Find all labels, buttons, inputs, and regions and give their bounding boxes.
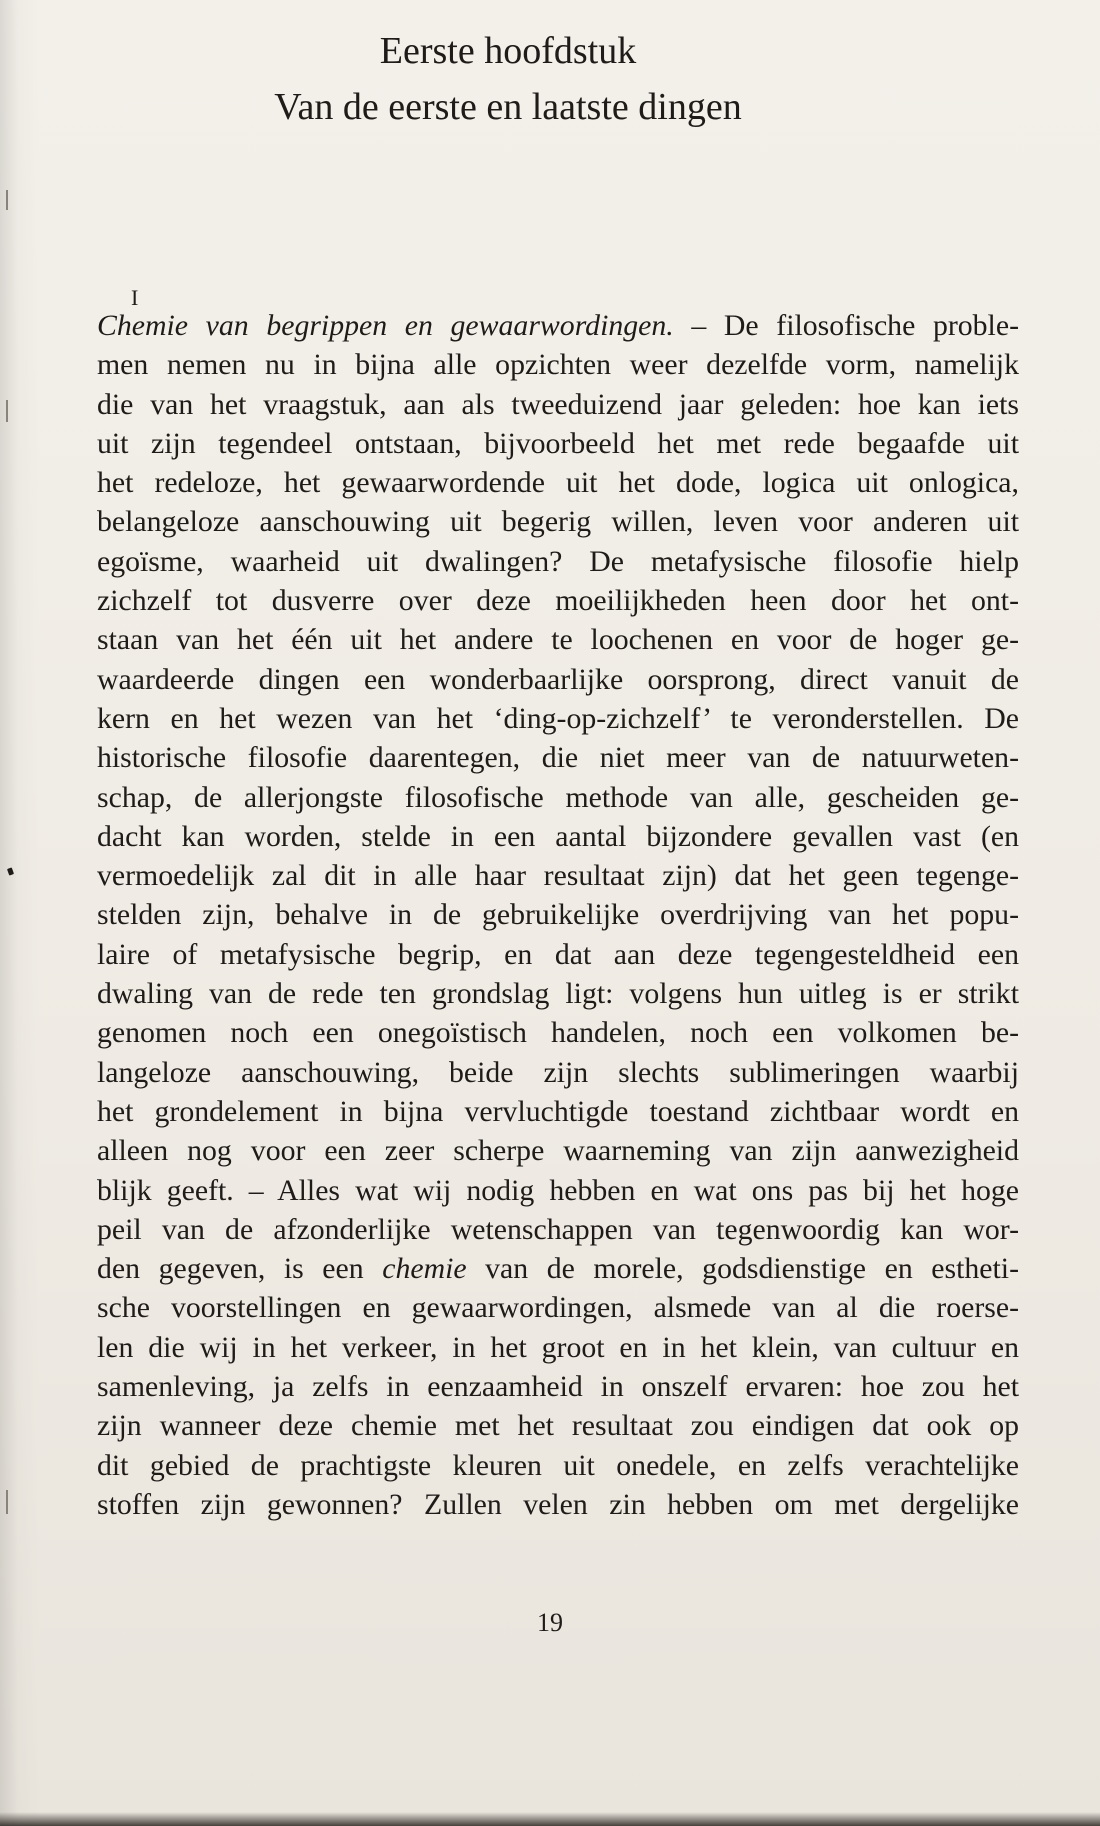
margin-tick xyxy=(6,190,8,210)
text-segment: dacht kan worden, stelde in een aantal bijzondere gevallen vast (en xyxy=(97,819,1019,853)
text-segment: historische filosofie daarentegen, die niet meer van de natuurweten- xyxy=(97,741,1019,775)
text-segment: egoïsme, waarheid uit dwalingen? De metafysische filosofie hielp xyxy=(97,544,1019,578)
section-number: I xyxy=(131,285,139,310)
text-line xyxy=(97,620,1019,659)
text-line xyxy=(97,345,1019,384)
text-segment: – De filosofische proble- xyxy=(673,309,1019,342)
text-segment: uit zijn tegendeel ontstaan, bijvoorbeeld het met rede begaafde uit xyxy=(97,426,1019,460)
text-line xyxy=(97,1288,1019,1327)
text-segment: langeloze aanschouwing, beide zijn slechts sublimeringen waarbij xyxy=(97,1055,1019,1089)
text-line xyxy=(97,974,1019,1013)
text-line xyxy=(97,385,1019,424)
text-line xyxy=(97,1406,1019,1445)
text-line xyxy=(97,542,1019,581)
section-body xyxy=(97,306,1019,1524)
text-line xyxy=(97,1053,1019,1092)
text-segment: zijn wanneer deze chemie met het resultaat zou eindigen dat ook op xyxy=(97,1409,1019,1443)
margin-tick xyxy=(6,1490,8,1514)
text-line xyxy=(97,463,1019,502)
page-bottom-shadow xyxy=(0,1812,1100,1826)
text-segment: len die wij in het verkeer, in het groot en in het klein, van cultuur en xyxy=(97,1330,1019,1364)
text-line xyxy=(97,581,1019,620)
text-line xyxy=(97,778,1019,817)
text-line xyxy=(97,660,1019,699)
text-segment: samenleving, ja zelfs in eenzaamheid in onszelf ervaren: hoe zou het xyxy=(97,1370,1019,1404)
text-line xyxy=(97,1171,1019,1210)
text-line xyxy=(97,1013,1019,1052)
text-line xyxy=(97,699,1019,738)
text-line xyxy=(97,1328,1019,1367)
text-segment: peil van de afzonderlijke wetenschappen van tegenwoordig kan wor- xyxy=(97,1212,1019,1246)
text-segment: dit gebied de prachtigste kleuren uit onedele, en zelfs verachtelijke xyxy=(97,1448,1019,1482)
text-segment: genomen noch een onegoïstisch handelen, noch een volkomen be- xyxy=(97,1016,1019,1050)
text-line xyxy=(97,424,1019,463)
chapter-title: Eerste hoofdstuk xyxy=(379,30,637,72)
text-segment: dwaling van de rede ten grondslag ligt: volgens hun uitleg is er strikt xyxy=(97,977,1019,1011)
text-segment: blijk geeft. – Alles wat wij nodig hebben en wat ons pas bij het hoge xyxy=(97,1173,1019,1207)
text-segment: vermoedelijk zal dit in alle haar resultaat zijn) dat het geen tegenge- xyxy=(97,859,1019,893)
text-segment: het redeloze, het gewaarwordende uit het dode, logica uit onlogica, xyxy=(97,466,1019,500)
margin-mark xyxy=(7,867,14,875)
text-line xyxy=(97,895,1019,934)
text-segment: het grondelement in bijna vervluchtigde toestand zichtbaar wordt en xyxy=(97,1094,1019,1128)
text-segment: schap, de allerjongste filosofische methode van alle, gescheiden ge- xyxy=(97,780,1019,814)
italic-text: chemie xyxy=(382,1252,467,1286)
text-line xyxy=(97,1485,1019,1524)
text-line xyxy=(97,1367,1019,1406)
text-line xyxy=(97,306,1019,345)
page-number: 19 xyxy=(537,1608,563,1637)
margin-tick xyxy=(6,400,8,422)
italic-text: Chemie van begrippen en gewaarwordingen. xyxy=(97,309,674,342)
text-line xyxy=(97,817,1019,856)
text-line xyxy=(97,856,1019,895)
text-line xyxy=(97,1446,1019,1485)
text-segment: sche voorstellingen en gewaarwordingen, alsmede van al die roerse- xyxy=(97,1291,1019,1325)
text-segment: stelden zijn, behalve in de gebruikelijke overdrijving van het popu- xyxy=(97,898,1019,932)
chapter-subtitle: Van de eerste en laatste dingen xyxy=(274,86,742,128)
text-segment: van de morele, godsdienstige en estheti- xyxy=(466,1252,1019,1286)
text-line xyxy=(97,738,1019,777)
text-segment: alleen nog voor een zeer scherpe waarneming van zijn aanwezigheid xyxy=(97,1134,1019,1168)
text-line xyxy=(97,1131,1019,1170)
text-segment: stoffen zijn gewonnen? Zullen velen zin hebben om met dergelijke xyxy=(97,1487,1019,1521)
text-segment: men nemen nu in bijna alle opzichten weer dezelfde vorm, namelijk xyxy=(97,348,1019,382)
text-segment: waardeerde dingen een wonderbaarlijke oorsprong, direct vanuit de xyxy=(97,662,1019,696)
text-segment: den gegeven, is een xyxy=(97,1252,383,1286)
text-segment: die van het vraagstuk, aan als tweeduizend jaar geleden: hoe kan iets xyxy=(97,387,1019,421)
text-line xyxy=(97,1210,1019,1249)
text-line xyxy=(97,1249,1019,1288)
text-segment: belangeloze aanschouwing uit begerig willen, leven voor anderen uit xyxy=(97,505,1019,539)
text-segment: kern en het wezen van het ‘ding-op-zichzelf’ te veronderstellen. De xyxy=(97,701,1019,735)
text-line xyxy=(97,502,1019,541)
text-segment: zichzelf tot dusverre over deze moeilijkheden heen door het ont- xyxy=(97,584,1019,618)
text-line xyxy=(97,1092,1019,1131)
text-line xyxy=(97,935,1019,974)
text-segment: laire of metafysische begrip, en dat aan deze tegengesteldheid een xyxy=(97,937,1019,971)
text-segment: staan van het één uit het andere te loochenen en voor de hoger ge- xyxy=(97,623,1019,657)
